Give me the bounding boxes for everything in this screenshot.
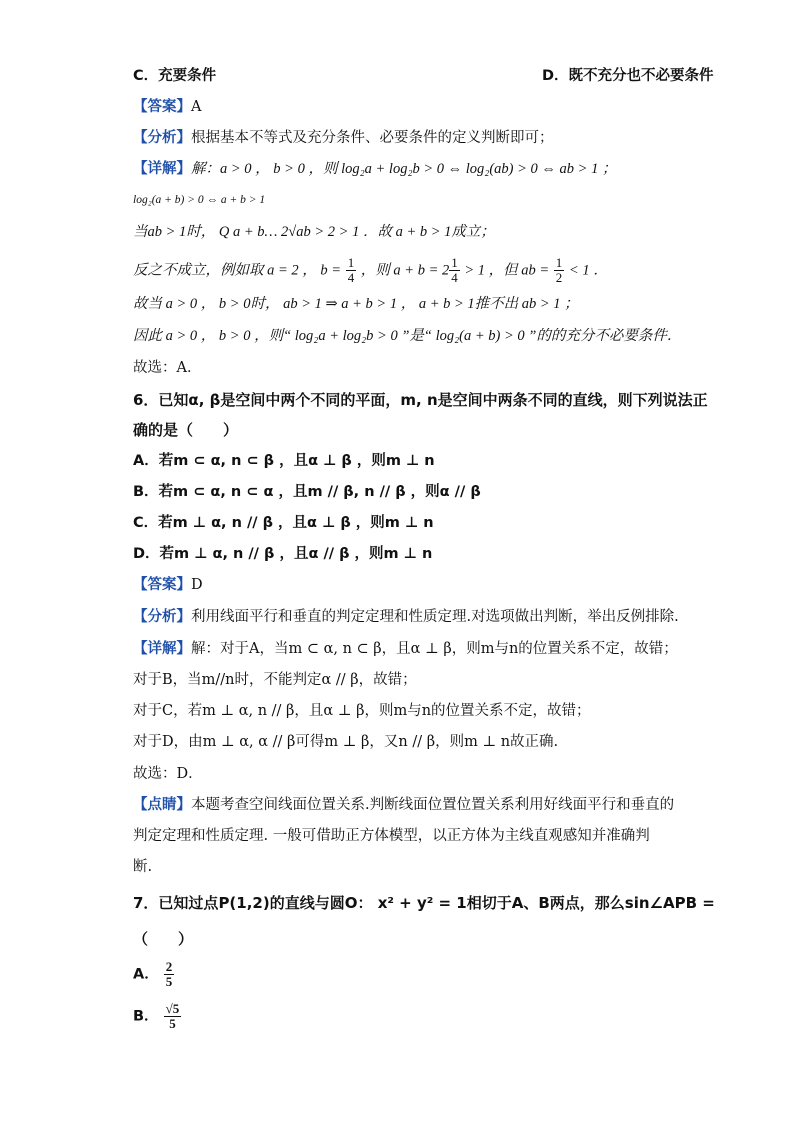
- numerator: √5: [165, 1001, 180, 1016]
- prev-detail-row-2: log₂(a + b) > 0 ⇔ a + b > 1: [133, 194, 266, 206]
- prev-answer-row: [133, 97, 734, 117]
- fraction: [164, 960, 175, 989]
- analysis-text: 利用线面平行和垂直的判定定理和性质定理.对选项做出判断，举出反例排除.: [191, 609, 679, 625]
- denominator: 5: [165, 974, 173, 989]
- analysis-text: 根据基本不等式及充分条件、必要条件的定义判断即可；: [191, 130, 554, 146]
- q6-analysis-row: [133, 607, 734, 627]
- denominator: 4: [451, 270, 458, 285]
- detail-text: 反之不成立，例如取 a = 2 ， b =: [133, 262, 342, 279]
- answer-tag: 【答案】: [133, 99, 191, 115]
- prev-option-c: C．充要条件: [133, 68, 217, 84]
- option-label: B．: [133, 1008, 159, 1025]
- detail-tag: 【详解】: [133, 161, 191, 177]
- numerator: 1: [555, 255, 563, 270]
- denominator: 4: [347, 270, 355, 285]
- prev-detail-row-6: 因此 a > 0 ， b > 0 ，则“ log₂a + log₂b > 0 ”是“ log₂(a + b) > 0 ”的的充分不必要条件．: [133, 328, 682, 344]
- q6-detail-row-3: 对于C，若m ⊥ α, n // β，且α ⊥ β，则m与n的位置关系不定，故错；: [133, 703, 591, 719]
- q7-stem-line-1: 7．已知过点P(1,2)的直线与圆O： x² + y² = 1相切于A、B两点，那么sin∠APB =: [133, 894, 715, 912]
- denominator: 2: [555, 270, 563, 285]
- prev-detail-row-3: 当ab > 1时， Q a + b… 2√ab > 2 > 1 ．故 a + b > 1成立；: [133, 224, 495, 240]
- q6-comment-row-3: 断.: [133, 859, 153, 875]
- q6-option-b: B．若m ⊂ α, n ⊂ α ，且m // β, n // β ，则α // β: [133, 484, 481, 500]
- prev-detail-row-4: [133, 256, 734, 285]
- fraction: [449, 256, 460, 285]
- prev-detail-row-5: 故当 a > 0 ， b > 0时， ab > 1 ⇒ a + b > 1 ， a + b > 1推不出 ab > 1 ；: [133, 296, 579, 312]
- detail-text: ，则 a + b = 2: [360, 262, 450, 279]
- q7-stem-line-2: （ ）: [133, 930, 194, 948]
- q7-option-a: [133, 960, 734, 989]
- q6-comment-row-2: 判定定理和性质定理. 一般可借助正方体模型，以正方体为主线直观感知并准确判: [133, 828, 650, 844]
- numerator: 2: [165, 959, 173, 974]
- prev-detail-row-1: [133, 159, 734, 179]
- q6-choice-row: 故选：D．: [133, 766, 203, 782]
- q6-stem-line-1: 6．已知α, β是空间中两个不同的平面，m, n是空间中两条不同的直线，则下列说法正: [133, 391, 708, 409]
- q6-option-c: C．若m ⊥ α, n // β ，且α ⊥ β ，则m ⊥ n: [133, 515, 434, 531]
- answer-tag: 【答案】: [133, 577, 191, 593]
- comment-tag: 【点睛】: [133, 797, 191, 813]
- fraction: [346, 256, 357, 285]
- option-label: A．: [133, 966, 159, 983]
- q6-detail-row-2: 对于B，当m//n时，不能判定α // β，故错；: [133, 672, 417, 688]
- numerator: 1: [347, 255, 355, 270]
- q6-detail-row-1: [133, 639, 734, 659]
- q6-option-a: A．若m ⊂ α, n ⊂ β ，且α ⊥ β ，则m ⊥ n: [133, 453, 435, 469]
- answer-value: D: [191, 577, 203, 593]
- detail-text: > 1 ，但 ab =: [464, 262, 550, 279]
- answer-value: A: [191, 99, 202, 115]
- detail-line: 解：对于A，当m ⊂ α, n ⊂ β，且α ⊥ β，则m与n的位置关系不定，故错；: [191, 641, 678, 657]
- q6-stem-line-2: 确的是（ ）: [133, 421, 239, 439]
- q6-comment-row-1: [133, 795, 734, 815]
- analysis-tag: 【分析】: [133, 130, 191, 146]
- prev-option-d: D．既不充分也不必要条件: [542, 68, 714, 84]
- prev-choice-row: 故选：A．: [133, 360, 202, 376]
- denominator: 5: [169, 1016, 176, 1031]
- numerator: 1: [451, 255, 458, 270]
- q6-option-d: D．若m ⊥ α, n // β ，且α // β ，则m ⊥ n: [133, 546, 433, 562]
- prev-option-c-row: [133, 66, 734, 86]
- detail-text: < 1 ．: [568, 262, 608, 279]
- q6-answer-row: [133, 575, 734, 595]
- detail-tag: 【详解】: [133, 641, 191, 657]
- fraction: [164, 1002, 182, 1031]
- q6-detail-row-4: 对于D，由m ⊥ α, α // β可得m ⊥ β，又n // β，则m ⊥ n故正确.: [133, 734, 559, 750]
- q7-option-b: [133, 1002, 734, 1031]
- comment-text: 本题考查空间线面位置关系.判断线面位置位置关系利用好线面平行和垂直的: [191, 797, 675, 813]
- prev-analysis-row: [133, 128, 734, 148]
- detail-line: 解：a > 0 ， b > 0 ，则 log₂a + log₂b > 0 ⇔ log₂(ab) > 0 ⇔ ab > 1 ；: [191, 161, 617, 177]
- fraction: [554, 256, 565, 285]
- analysis-tag: 【分析】: [133, 609, 191, 625]
